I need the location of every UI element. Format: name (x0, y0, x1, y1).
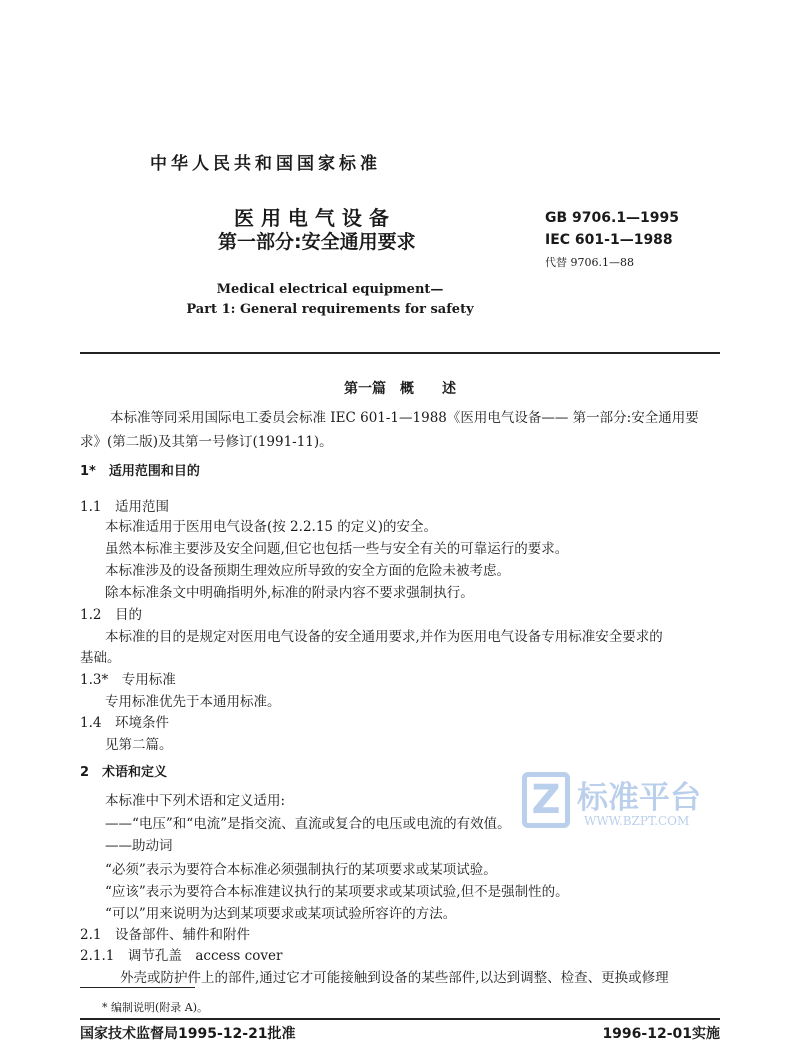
title-cn-2: 第一部分:安全通用要求 (218, 231, 416, 253)
watermark-logo-icon: Z (522, 772, 570, 828)
iec-code: IEC 601-1—1988 (545, 232, 673, 248)
paragraph: “应该”表示为要符合本标准建议执行的某项要求或某项试验,但不是强制性的。 (105, 884, 569, 900)
subsection-heading: 1.1 适用范围 (80, 499, 169, 515)
watermark-url: WWW.BZPT.COM (584, 814, 690, 828)
section-heading: 2 术语和定义 (80, 765, 168, 780)
watermark (522, 772, 722, 836)
title-en-1: Medical electrical equipment— (216, 282, 444, 297)
paragraph: “可以”用来说明为达到某项要求或某项试验所容许的方法。 (105, 906, 457, 922)
paragraph: 本标准中下列术语和定义适用: (105, 793, 286, 809)
replaces-code: 代替 9706.1—88 (545, 256, 634, 269)
paragraph: 专用标准优先于本通用标准。 (105, 694, 281, 710)
subsection-heading: 2.1 设备部件、辅件和附件 (80, 927, 250, 943)
subsection-heading: 2.1.1 调节孔盖 access cover (80, 948, 283, 964)
gb-code: GB 9706.1—1995 (545, 210, 680, 226)
paragraph: 虽然本标准主要涉及安全问题,但它也包括一些与安全有关的可靠运行的要求。 (105, 541, 569, 557)
paragraph: ——“电压”和“电流”是指交流、直流或复合的电压或电流的有效值。 (105, 816, 511, 832)
paragraph: 外壳或防护件上的部件,通过它才可能接触到设备的某些部件,以达到调整、检查、更换或修理 (120, 970, 669, 986)
intro-line: 求》(第二版)及其第一号修订(1991-11)。 (80, 434, 333, 450)
footnote-rule (80, 987, 195, 988)
intro-line: 本标准等同采用国际电工委员会标准 IEC 601-1—1988《医用电气设备—— 第一部分:安全通用要 (110, 410, 699, 426)
paragraph: 基础。 (80, 650, 121, 666)
paragraph: 本标准涉及的设备预期生理效应所导致的安全方面的危险未被考虑。 (105, 563, 510, 579)
paragraph: 见第二篇。 (105, 737, 173, 753)
title-cn-1: 医 用 电 气 设 备 (234, 206, 389, 230)
effective-date: 1996-12-01实施 (602, 1026, 720, 1042)
footnote: * 编制说明(附录 A)。 (102, 1001, 209, 1014)
paragraph: “必须”表示为要符合本标准必须强制执行的某项要求或某项试验。 (105, 862, 497, 878)
approval-date: 国家技术监督局1995-12-21批准 (80, 1026, 296, 1042)
watermark-name: 标准平台 (577, 780, 701, 816)
paragraph: 除本标准条文中明确指明外,标准的附录内容不要求强制执行。 (105, 585, 474, 601)
paragraph: 本标准适用于医用电气设备(按 2.2.15 的定义)的安全。 (105, 519, 438, 535)
subsection-heading: 1.3* 专用标准 (80, 672, 176, 688)
section-heading: 1* 适用范围和目的 (80, 464, 200, 479)
paragraph: ——助动词 (105, 838, 173, 854)
header-rule (80, 352, 720, 354)
subsection-heading: 1.2 目的 (80, 607, 142, 623)
title-en-2: Part 1: General requirements for safety (186, 302, 474, 317)
country-standard: 中华人民共和国国家标准 (150, 154, 381, 174)
footer-rule (80, 1018, 720, 1020)
part-title: 第一篇 概 述 (344, 381, 456, 397)
subsection-heading: 1.4 环境条件 (80, 715, 169, 731)
paragraph: 本标准的目的是规定对医用电气设备的安全通用要求,并作为医用电气设备专用标准安全要求的 (105, 629, 663, 645)
